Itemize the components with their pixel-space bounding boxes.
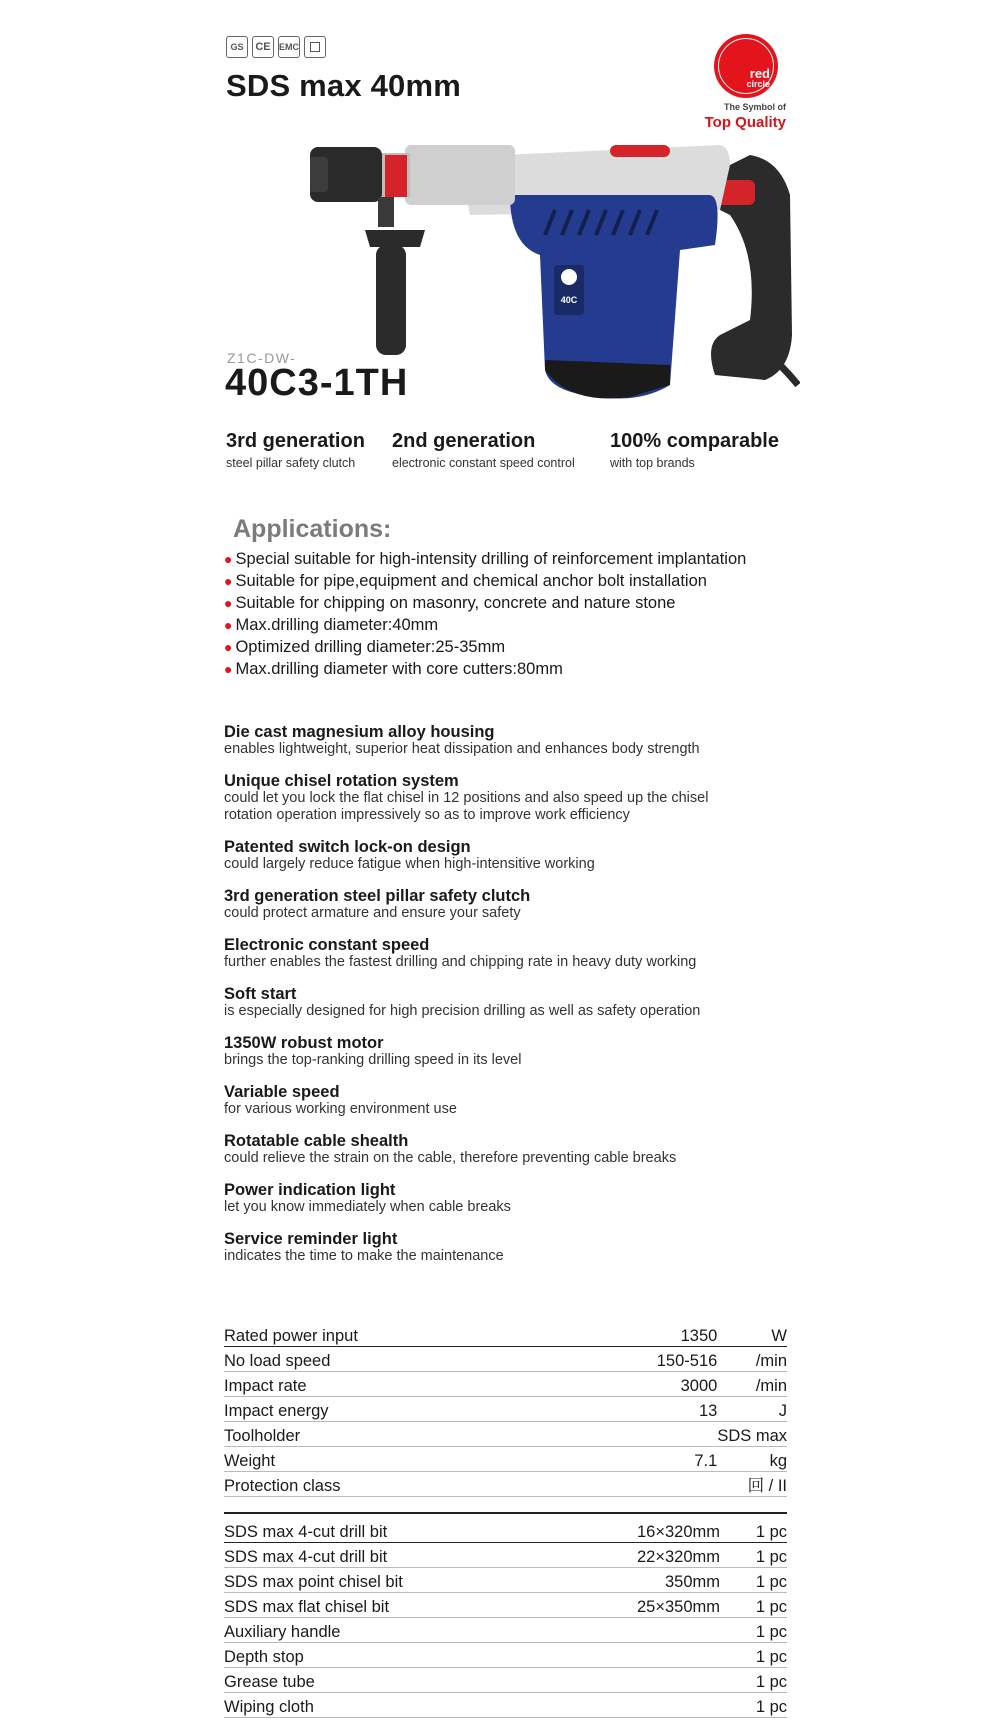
feature-desc: enables lightweight, superior heat dissipation and enhances body strength xyxy=(224,741,700,757)
spec-label: Rated power input xyxy=(224,1322,597,1347)
feature-item xyxy=(224,985,824,1020)
table-row xyxy=(224,1593,787,1618)
logo-word-1: red xyxy=(749,66,770,81)
emc-cert-icon: EMC xyxy=(278,36,300,58)
feature-title: 3rd generation steel pillar safety clutch xyxy=(224,887,531,905)
badge-emblem-icon xyxy=(561,269,577,285)
logo-word-2: circle xyxy=(746,79,770,89)
accessory-size xyxy=(600,1668,720,1693)
feature-desc: is especially designed for high precision drilling as well as safety operation xyxy=(224,1003,701,1019)
feature-desc: could relieve the strain on the cable, therefore preventing cable breaks xyxy=(224,1150,677,1166)
bullet-icon: ● xyxy=(224,573,233,589)
accessory-qty: 1 pc xyxy=(720,1543,787,1568)
gear-neck xyxy=(405,145,515,205)
accessory-label: Auxiliary handle xyxy=(224,1618,600,1643)
feature-title: Patented switch lock-on design xyxy=(224,838,471,856)
feature-desc: brings the top-ranking drilling speed in its level xyxy=(224,1052,522,1068)
brand-symbol-text: The Symbol of xyxy=(723,102,786,112)
table-row xyxy=(224,1668,787,1693)
spec-unit: /min xyxy=(717,1347,787,1372)
feature-title: Die cast magnesium alloy housing xyxy=(224,723,495,741)
accessory-label: Depth stop xyxy=(224,1643,600,1668)
spec-value: 3000 xyxy=(597,1372,717,1397)
spec-unit: /min xyxy=(717,1372,787,1397)
accessory-qty: 1 pc xyxy=(720,1618,787,1643)
list-item: ● Suitable for pipe,equipment and chemical anchor bolt installation xyxy=(224,572,707,590)
highlight-1 xyxy=(226,430,365,470)
bullet-icon: ● xyxy=(224,617,233,633)
feature-desc: indicates the time to make the maintenance xyxy=(224,1248,504,1264)
feature-title: Electronic constant speed xyxy=(224,936,430,954)
table-row xyxy=(224,1643,787,1668)
applications-title: Applications: xyxy=(233,515,392,543)
highlight-heading: 2nd generation xyxy=(392,430,536,452)
table-row xyxy=(224,1322,787,1347)
model-prefix: Z1C-DW- xyxy=(227,350,297,366)
feature-title: Power indication light xyxy=(224,1181,396,1199)
highlight-sub: with top brands xyxy=(610,456,695,470)
feature-title: Rotatable cable shealth xyxy=(224,1132,409,1150)
features-list xyxy=(224,723,824,1279)
accessory-qty: 1 pc xyxy=(720,1693,787,1718)
feature-item xyxy=(224,887,824,922)
brand-logo xyxy=(694,34,786,131)
table-row xyxy=(224,1447,787,1472)
accessory-label: Wiping cloth xyxy=(224,1693,600,1718)
table-row xyxy=(224,1397,787,1422)
chuck-nose xyxy=(310,157,328,192)
spec-unit: kg xyxy=(717,1447,787,1472)
badge-label: 40C xyxy=(560,295,578,305)
spec-value: 13 xyxy=(597,1397,717,1422)
feature-item xyxy=(224,1181,824,1216)
accessory-size xyxy=(600,1643,720,1668)
accessory-qty: 1 pc xyxy=(720,1518,787,1543)
chuck-lock xyxy=(385,155,407,197)
accessory-size: 350mm xyxy=(600,1568,720,1593)
spec-unit: W xyxy=(717,1322,787,1347)
spec-value: 150-516 xyxy=(597,1347,717,1372)
table-row xyxy=(224,1568,787,1593)
brand-tagline: Top Quality xyxy=(704,114,786,131)
feature-item xyxy=(224,838,824,873)
spec-value xyxy=(597,1472,717,1497)
bullet-icon: ● xyxy=(224,551,233,567)
applications-list xyxy=(224,548,746,680)
table-row xyxy=(224,1472,787,1497)
accessory-label: SDS max 4-cut drill bit xyxy=(224,1543,600,1568)
feature-item xyxy=(224,1034,824,1069)
feature-item xyxy=(224,723,824,758)
spec-value: 1350 xyxy=(597,1322,717,1347)
accessory-qty: 1 pc xyxy=(720,1593,787,1618)
feature-title: Unique chisel rotation system xyxy=(224,772,459,790)
page-title: SDS max 40mm xyxy=(226,68,462,103)
feature-item xyxy=(224,1083,824,1118)
accessory-size xyxy=(600,1693,720,1718)
table-row xyxy=(224,1618,787,1643)
feature-desc: let you know immediately when cable breaks xyxy=(224,1199,511,1215)
feature-desc: could protect armature and ensure your safety xyxy=(224,905,521,921)
spec-label: No load speed xyxy=(224,1347,597,1372)
certification-icons xyxy=(226,36,326,58)
highlight-sub: steel pillar safety clutch xyxy=(226,456,356,470)
accessory-size: 16×320mm xyxy=(600,1518,720,1543)
list-item: ● Max.drilling diameter with core cutters:80mm xyxy=(224,660,563,678)
table-row xyxy=(224,1518,787,1543)
feature-title: Soft start xyxy=(224,985,297,1003)
bullet-icon: ● xyxy=(224,639,233,655)
table-row xyxy=(224,1422,787,1447)
side-handle-mount xyxy=(378,197,394,227)
gs-cert-icon: GS xyxy=(226,36,248,58)
spec-table xyxy=(224,1322,787,1497)
feature-title: Variable speed xyxy=(224,1083,340,1101)
spec-value xyxy=(597,1422,717,1447)
list-item: ● Optimized drilling diameter:25-35mm xyxy=(224,638,506,656)
table-row xyxy=(224,1693,787,1718)
accessory-label: SDS max flat chisel bit xyxy=(224,1593,600,1618)
highlight-2 xyxy=(392,430,575,470)
list-item: ● Suitable for chipping on masonry, concrete and nature stone xyxy=(224,594,676,612)
feature-item xyxy=(224,936,824,971)
spec-unit: J xyxy=(717,1397,787,1422)
spec-label: Impact energy xyxy=(224,1397,597,1422)
top-button xyxy=(610,145,670,157)
accessory-label: Grease tube xyxy=(224,1668,600,1693)
side-handle-clamp xyxy=(365,230,425,247)
accessory-size: 25×350mm xyxy=(600,1593,720,1618)
table-row xyxy=(224,1543,787,1568)
accessory-label: SDS max point chisel bit xyxy=(224,1568,600,1593)
spec-label: Protection class xyxy=(224,1472,597,1497)
section-divider xyxy=(224,1512,787,1514)
accessory-size xyxy=(600,1618,720,1643)
feature-desc: could largely reduce fatigue when high-intensitive working xyxy=(224,856,595,872)
accessory-size: 22×320mm xyxy=(600,1543,720,1568)
spec-value: 7.1 xyxy=(597,1447,717,1472)
feature-item xyxy=(224,772,824,824)
list-item: ● Max.drilling diameter:40mm xyxy=(224,616,439,634)
bullet-icon: ● xyxy=(224,661,233,677)
list-item: ● Special suitable for high-intensity drilling of reinforcement implantation xyxy=(224,550,747,568)
accessory-qty: 1 pc xyxy=(720,1643,787,1668)
ce-cert-icon: CE xyxy=(252,36,274,58)
feature-title: Service reminder light xyxy=(224,1230,398,1248)
table-row xyxy=(224,1347,787,1372)
red-circle-logo-icon xyxy=(714,34,778,98)
feature-item xyxy=(224,1132,824,1167)
feature-desc: could let you lock the flat chisel in 12 positions and also speed up the chisel rotation operation impressively so as to improve work efficiency xyxy=(224,790,709,823)
spec-label: Toolholder xyxy=(224,1422,597,1447)
accessories-table xyxy=(224,1518,787,1718)
feature-item xyxy=(224,1230,824,1265)
feature-desc: further enables the fastest drilling and chipping rate in heavy duty working xyxy=(224,954,697,970)
spec-label: Weight xyxy=(224,1447,597,1472)
spec-label: Impact rate xyxy=(224,1372,597,1397)
table-row xyxy=(224,1372,787,1397)
cable xyxy=(780,365,798,385)
highlight-heading: 100% comparable xyxy=(610,430,779,452)
highlight-3 xyxy=(610,430,779,470)
accessory-qty: 1 pc xyxy=(720,1568,787,1593)
spec-unit: SDS max xyxy=(717,1422,787,1447)
feature-desc: for various working environment use xyxy=(224,1101,457,1117)
accessory-label: SDS max 4-cut drill bit xyxy=(224,1518,600,1543)
side-handle xyxy=(376,245,406,355)
bullet-icon: ● xyxy=(224,595,233,611)
model-number: 40C3-1TH xyxy=(225,362,409,404)
feature-title: 1350W robust motor xyxy=(224,1034,384,1052)
highlight-sub: electronic constant speed control xyxy=(392,456,575,470)
highlight-heading: 3rd generation xyxy=(226,430,365,452)
accessory-qty: 1 pc xyxy=(720,1668,787,1693)
spec-unit: 回 / II xyxy=(717,1472,787,1497)
class-two-cert-icon xyxy=(304,36,326,58)
